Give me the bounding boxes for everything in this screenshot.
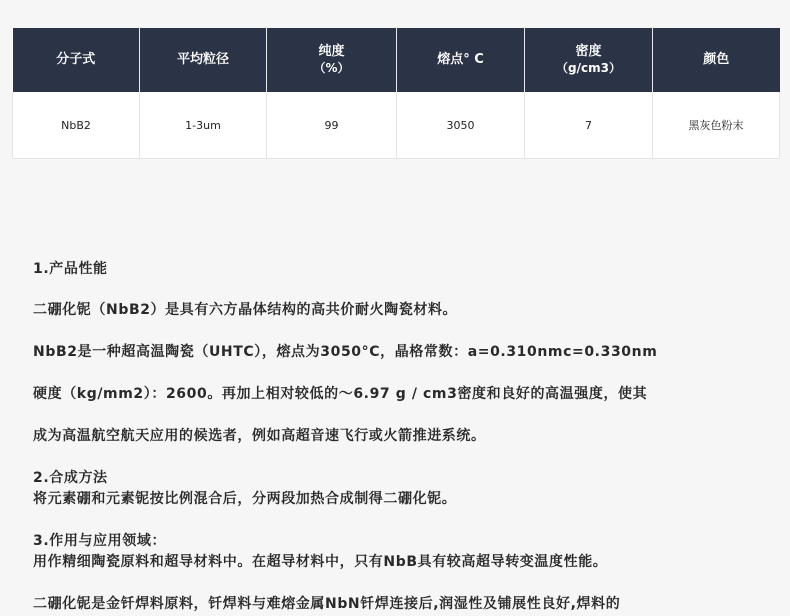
spec-table	[12, 28, 780, 159]
cell-formula: NbB2	[13, 92, 140, 159]
header-color: 颜色	[653, 28, 780, 92]
table-row	[13, 92, 780, 159]
header-purity: 纯度 （%）	[267, 28, 397, 92]
header-formula: 分子式	[13, 28, 140, 92]
cell-particle-size: 1-3um	[140, 92, 267, 159]
cell-density: 7	[525, 92, 653, 159]
cell-color: 黑灰色粉末	[653, 92, 780, 159]
cell-melting-point: 3050	[397, 92, 525, 159]
header-density: 密度 （g/cm3）	[525, 28, 653, 92]
section-1-paragraph-2: NbB2是一种超高温陶瓷（UHTC），熔点为3050°C，晶格常数：a=0.310nmc=0.330nm	[33, 344, 658, 360]
section-1-title: 1.产品性能	[33, 261, 108, 277]
section-1-paragraph-4: 成为高温航空航天应用的候选者，例如高超音速飞行或火箭推进系统。	[33, 428, 486, 444]
section-1-paragraph-1: 二硼化铌（NbB2）是具有六方晶体结构的高共价耐火陶瓷材料。	[33, 302, 458, 318]
table-header-row	[13, 28, 780, 92]
cell-purity: 99	[267, 92, 397, 159]
section-2-title: 2.合成方法	[33, 470, 108, 486]
header-melting-point: 熔点° C	[397, 28, 525, 92]
section-3-paragraph-1: 用作精细陶瓷原料和超导材料中。在超导材料中，只有NbB具有较高超导转变温度性能。	[33, 554, 608, 570]
section-3-paragraph-2: 二硼化铌是金钎焊料原料，钎焊料与难熔金属NbN钎焊连接后,润湿性及铺展性良好,焊料的	[33, 596, 621, 612]
section-3-title: 3.作用与应用领域：	[33, 533, 167, 549]
section-2-paragraph-1: 将元素硼和元素铌按比例混合后，分两段加热合成制得二硼化铌。	[33, 491, 457, 507]
section-1-paragraph-3: 硬度（kg/mm2）：2600。再加上相对较低的～6.97 g / cm3密度和良好的高温强度，使其	[33, 386, 648, 402]
header-particle-size: 平均粒径	[140, 28, 267, 92]
